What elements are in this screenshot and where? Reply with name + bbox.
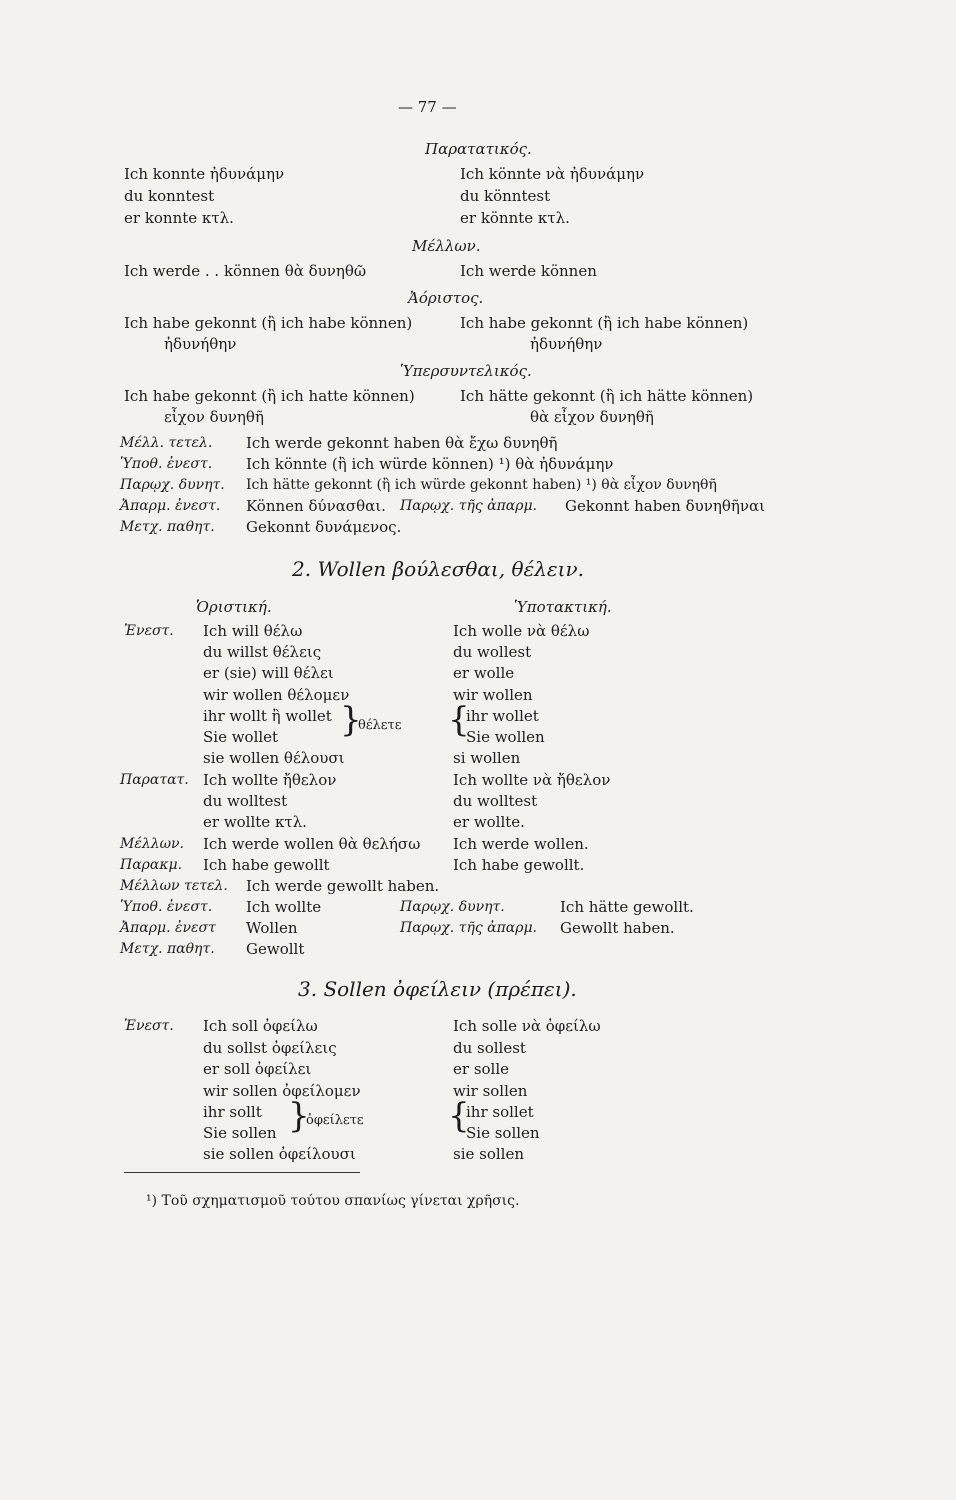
conj-line: ihr sollet: [466, 1103, 534, 1121]
conj-line: ἠδυνήθην: [164, 335, 237, 353]
brace-symbol: }: [340, 700, 362, 740]
column-heading-ypotaktiki: Ὑποτακτική.: [514, 598, 612, 616]
conj-line: Ich habe gewollt.: [453, 856, 585, 874]
section-title-sollen: 3. Sollen ὀφείλειν (πρέπει).: [298, 977, 577, 1001]
conj-line: Ich wollte νὰ ἤθελον: [453, 771, 611, 789]
conj-line: sie wollen θέλουσι: [203, 749, 345, 767]
conj-line: er wolle: [453, 664, 515, 682]
tense-label: Παρακμ.: [120, 857, 183, 873]
conj-line: Ich wollte: [246, 898, 322, 916]
conj-line: du sollest: [453, 1039, 526, 1057]
conj-line: du konntest: [124, 187, 215, 205]
tense-label: Παρῳχ. δυνητ.: [400, 899, 505, 915]
conj-line: ihr wollet: [466, 707, 539, 725]
form-label: Ἀπαρμ. ἐνεστ.: [120, 498, 221, 514]
conj-line: εἶχον δυνηθῆ: [164, 408, 264, 426]
conj-line: θὰ εἶχον δυνηθῆ: [530, 408, 654, 426]
conj-line: Ich werde gewollt haben.: [246, 877, 440, 895]
form-label: Μέλλ. τετελ.: [120, 435, 213, 451]
form-text: Ich werde gekonnt haben θὰ ἔχω δυνηθῆ: [246, 434, 558, 452]
conj-line: er wollte.: [453, 813, 525, 831]
conj-line: Ich werde können: [460, 262, 597, 280]
conj-line: wir sollen: [453, 1082, 528, 1100]
form-text: Gekonnt haben δυνηθῆναι: [565, 497, 766, 515]
conj-line: Sie sollen: [466, 1124, 540, 1142]
conj-line: Ich habe gekonnt (ἢ ich habe können): [460, 314, 749, 332]
conj-line: du wollest: [453, 643, 532, 661]
brace-gloss: ὀφείλετε: [306, 1113, 364, 1128]
form-label: Παρῳχ. δυνητ.: [120, 477, 225, 493]
conj-line: Ich wolle νὰ θέλω: [453, 622, 590, 640]
form-text: Können δύνασθαι.: [246, 497, 386, 515]
conj-line: Ich werde . . können θὰ δυνηθῶ: [124, 262, 367, 280]
brace-symbol: }: [288, 1096, 310, 1136]
conj-line: Ich solle νὰ ὀφείλω: [453, 1017, 601, 1035]
conj-line: Wollen: [246, 919, 298, 937]
form-text: Gekonnt δυνάμενος.: [246, 518, 402, 536]
conj-line: Ich könnte νὰ ἠδυνάμην: [460, 165, 645, 183]
conj-line: er könnte κτλ.: [460, 209, 570, 227]
conj-line: er (sie) will θέλει: [203, 664, 334, 682]
conj-line: Sie wollet: [203, 728, 279, 746]
heading-paratatikos: Παρατατικός.: [425, 140, 532, 158]
conj-line: Ich werde wollen.: [453, 835, 589, 853]
conj-line: sie sollen: [453, 1145, 525, 1163]
conj-line: wir wollen θέλομεν: [203, 686, 350, 704]
conj-line: Ich habe gekonnt (ἢ ich hatte können): [124, 387, 415, 405]
brace-gloss: θέλετε: [358, 718, 402, 733]
form-text: Ich hätte gekonnt (ἢ ich würde gekonnt haben) ¹) θὰ εἶχον δυνηθῆ: [246, 477, 717, 493]
tense-label: Ἐνεστ.: [124, 1018, 174, 1034]
tense-label: Παρῳχ. τῆς ἀπαρμ.: [400, 920, 538, 936]
conj-line: er soll ὀφείλει: [203, 1060, 312, 1078]
heading-aoristos: Ἀόριστος.: [408, 289, 484, 307]
form-text: Ich könnte (ἢ ich würde können) ¹) θὰ ἠδυνάμην: [246, 455, 614, 473]
heading-hypersyntelikos: Ὑπερσυντελικός.: [400, 362, 532, 380]
heading-mellon: Μέλλων.: [412, 237, 481, 255]
footnote-rule: [124, 1172, 360, 1173]
conj-line: du wolltest: [203, 792, 288, 810]
section-title-wollen: 2. Wollen βούλεσθαι, θέλειν.: [292, 557, 585, 581]
conj-line: wir wollen: [453, 686, 533, 704]
form-label: Ὑποθ. ἐνεστ.: [120, 456, 213, 472]
conj-line: er wollte κτλ.: [203, 813, 307, 831]
brace-symbol: {: [448, 700, 470, 740]
form-label: Μετχ. παθητ.: [120, 519, 215, 535]
conj-line: Ich wollte ἤθελον: [203, 771, 337, 789]
form-label: Παρῳχ. τῆς ἀπαρμ.: [400, 498, 538, 514]
tense-label: Μετχ. παθητ.: [120, 941, 215, 957]
conj-line: er solle: [453, 1060, 510, 1078]
footnote: ¹) Τοῦ σχηματισμοῦ τούτου σπανίως γίνεται χρῆσις.: [146, 1193, 520, 1209]
conj-line: Ich konnte ἠδυνάμην: [124, 165, 285, 183]
page-number: — 77 —: [398, 98, 457, 116]
tense-label: Μέλλων τετελ.: [120, 878, 228, 894]
conj-line: ihr wollt ἢ wollet: [203, 707, 332, 725]
conj-line: du willst θέλεις: [203, 643, 322, 661]
tense-label: Ἀπαρμ. ἐνεστ: [120, 920, 216, 936]
column-heading-oristiki: Ὁριστική.: [196, 598, 272, 616]
conj-line: Ich soll ὀφείλω: [203, 1017, 318, 1035]
conj-line: Ich habe gewollt: [203, 856, 330, 874]
tense-label: Ὑποθ. ἐνεστ.: [120, 899, 213, 915]
conj-line: Ich hätte gekonnt (ἢ ich hätte können): [460, 387, 754, 405]
conj-line: du sollst ὀφείλεις: [203, 1039, 337, 1057]
tense-label: Ἐνεστ.: [124, 623, 174, 639]
conj-line: sie sollen ὀφείλουσι: [203, 1145, 356, 1163]
conj-line: er konnte κτλ.: [124, 209, 234, 227]
conj-line: ihr sollt: [203, 1103, 262, 1121]
tense-label: Παρατατ.: [120, 772, 189, 788]
conj-line: Gewollt haben.: [560, 919, 675, 937]
conj-line: ἠδυνήθην: [530, 335, 603, 353]
conj-line: du wolltest: [453, 792, 538, 810]
conj-line: si wollen: [453, 749, 521, 767]
conj-line: Ich habe gekonnt (ἢ ich habe können): [124, 314, 413, 332]
conj-line: du könntest: [460, 187, 551, 205]
conj-line: Sie wollen: [466, 728, 545, 746]
brace-symbol: {: [448, 1096, 470, 1136]
conj-line: Ich hätte gewollt.: [560, 898, 694, 916]
conj-line: wir sollen ὀφείλομεν: [203, 1082, 361, 1100]
tense-label: Μέλλων.: [120, 836, 184, 852]
conj-line: Ich werde wollen θὰ θελήσω: [203, 835, 421, 853]
conj-line: Sie sollen: [203, 1124, 277, 1142]
conj-line: Gewollt: [246, 940, 305, 958]
conj-line: Ich will θέλω: [203, 622, 303, 640]
